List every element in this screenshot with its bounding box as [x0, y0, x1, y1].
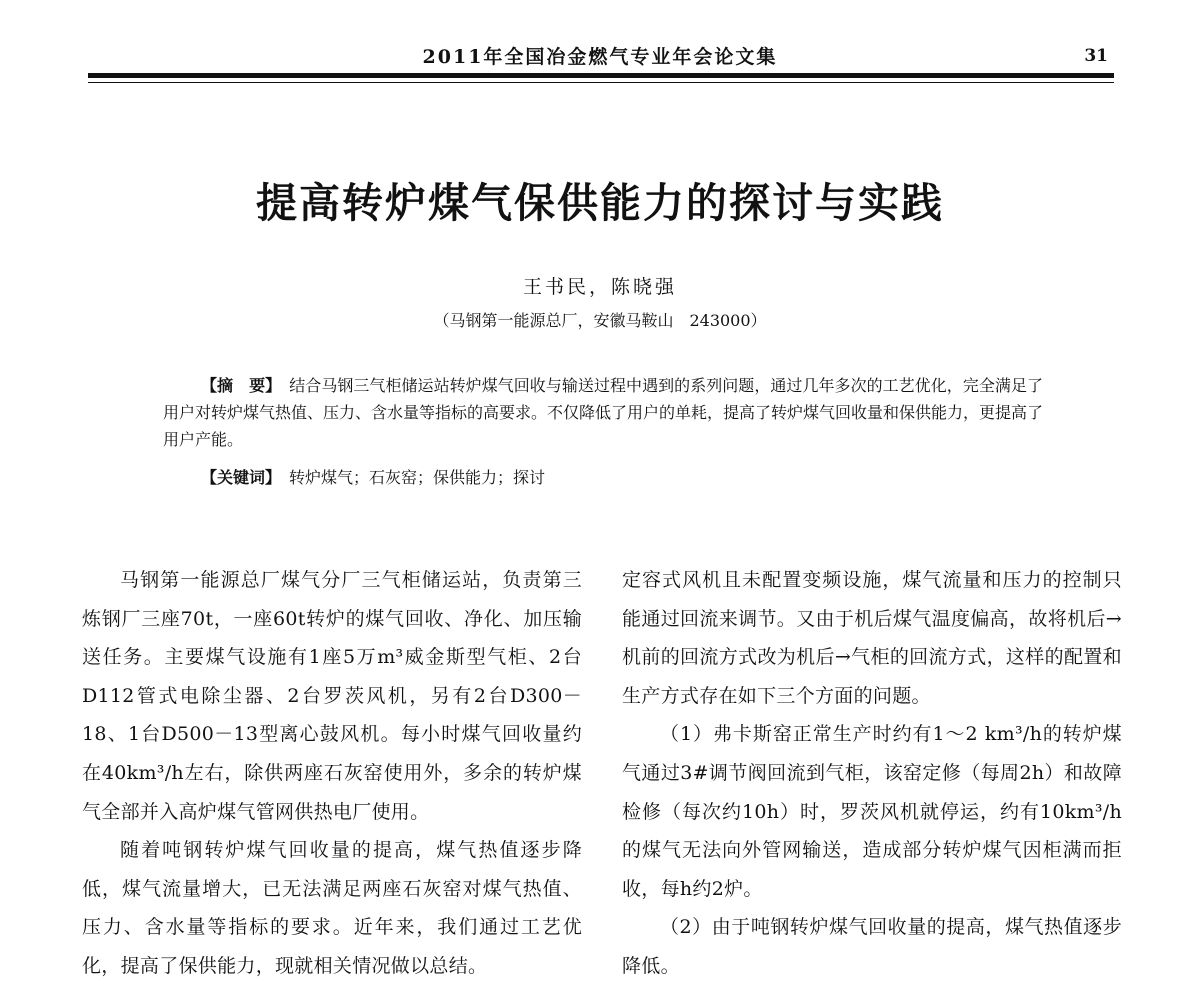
body-column-left: [82, 561, 582, 986]
body-column-right: [622, 561, 1122, 986]
keywords-label: 【关键词】: [201, 468, 282, 487]
body-paragraph: （1）弗卡斯窑正常生产时约有1～2 km³/h的转炉煤气通过3#调节阀回流到气柜，该窑定修（每周2h）和故障检修（每次约10h）时，罗茨风机就停运，约有10km³/h的煤气无法向外管网输送，造成部分转炉煤气因柜满而拒收，每h约2炉。: [622, 723, 1122, 900]
paper-affiliation: （马钢第一能源总厂，安徽马鞍山 243000）: [433, 311, 767, 330]
paper-authors: 王书民，陈晓强: [522, 276, 677, 298]
paper-title: 提高转炉煤气保供能力的探讨与实践: [256, 179, 944, 227]
page-number: 31: [1084, 46, 1108, 66]
body-paragraph: 定容式风机且未配置变频设施，煤气流量和压力的控制只能通过回流来调节。又由于机后煤气温度偏高，故将机后→机前的回流方式改为机后→气柜的回流方式，这样的配置和生产方式存在如下三个方面的问题。: [622, 569, 1122, 707]
body-paragraph: 马钢第一能源总厂煤气分厂三气柜储运站，负责第三炼钢厂三座70t，一座60t转炉的煤气回收、净化、加压输送任务。主要煤气设施有1座5万m³威金斯型气柜、2台D112管式电除尘器、2台罗茨风机，另有2台D300－18、1台D500－13型离心鼓风机。每小时煤气回收量约在40km³/h左右，除供两座石灰窑使用外，多余的转炉煤气全部并入高炉煤气管网供热电厂使用。: [82, 569, 582, 823]
body-paragraph: 随着吨钢转炉煤气回收量的提高，煤气热值逐步降低，煤气流量增大，已无法满足两座石灰窑对煤气热值、压力、含水量等指标的要求。近年来，我们通过工艺优化，提高了保供能力，现就相关情况做以总结。: [82, 839, 582, 977]
body-paragraph: （2）由于吨钢转炉煤气回收量的提高，煤气热值逐步降低。: [622, 916, 1122, 977]
running-header-journal: 2011年全国冶金燃气专业年会论文集: [422, 46, 778, 68]
abstract-label: 【摘 要】: [201, 376, 282, 395]
keywords-text: 转炉煤气；石灰窑；保供能力；探讨: [289, 468, 546, 487]
abstract-text: 结合马钢三气柜储运站转炉煤气回收与输送过程中遇到的系列问题，通过几年多次的工艺优化，完全满足了用户对转炉煤气热值、压力、含水量等指标的高要求。不仅降低了用户的单耗，提高了转炉煤气回收量和保供能力，更提高了用户产能。: [163, 376, 1044, 449]
